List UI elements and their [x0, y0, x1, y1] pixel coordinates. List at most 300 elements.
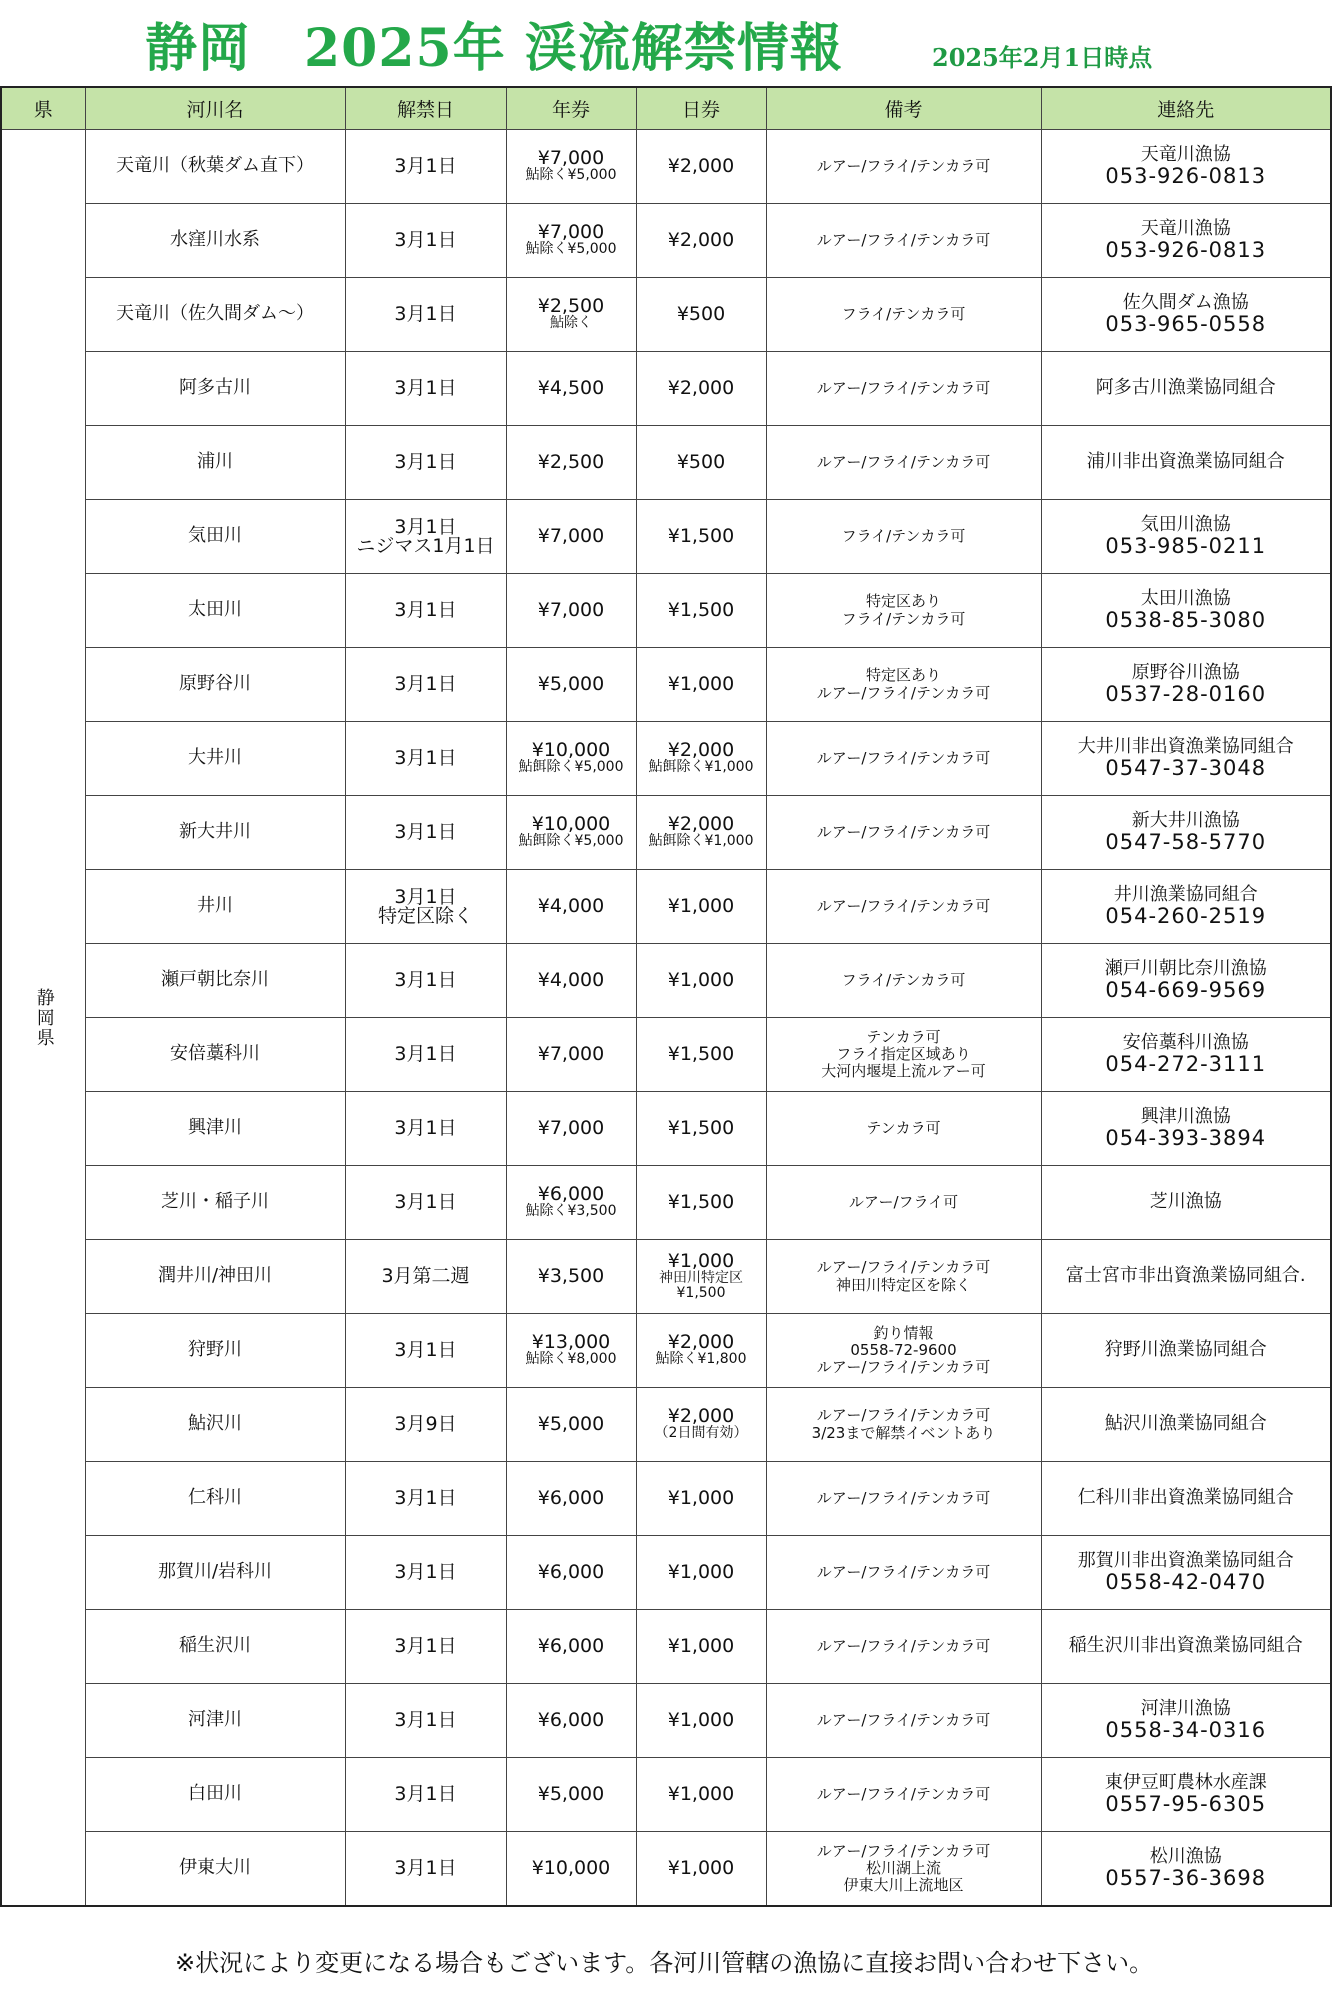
opening-date-cell [345, 426, 506, 500]
opening-date-line: 3月1日 [394, 451, 457, 473]
opening-date-cell [345, 1388, 506, 1462]
river-name-cell: 潤井川/神田川 [85, 1240, 345, 1314]
opening-date-cell [345, 870, 506, 944]
daily-price: ¥2,000 [667, 155, 735, 177]
annual-price: ¥10,000 [531, 739, 611, 762]
opening-date-line: 3月1日 [394, 1561, 457, 1583]
annual-ticket-cell [506, 500, 636, 574]
annual-price: ¥7,000 [537, 221, 605, 244]
column-header-daily-ticket: 日券 [636, 87, 766, 130]
contact-cell [1041, 1684, 1331, 1758]
contact-cell [1041, 796, 1331, 870]
table-row [1, 1832, 1331, 1907]
annual-ticket-cell [506, 574, 636, 648]
daily-ticket-cell [636, 426, 766, 500]
annual-price-note: 鮎餌除く¥5,000 [518, 833, 624, 850]
opening-date-line: 3月1日 [394, 821, 457, 843]
table-row [1, 1166, 1331, 1240]
daily-price: ¥1,000 [667, 1487, 735, 1509]
contact-name: 東伊豆町農林水産課 [1104, 1772, 1267, 1794]
opening-date-cell [345, 278, 506, 352]
daily-ticket-cell [636, 352, 766, 426]
notes-line: ルアー/フライ/テンカラ可 [816, 896, 991, 915]
contact-phone: 054-669-9569 [1105, 977, 1267, 1002]
river-name-cell: 仁科川 [85, 1462, 345, 1536]
river-name-cell: 瀬戸朝比奈川 [85, 944, 345, 1018]
table-row [1, 1684, 1331, 1758]
annual-ticket-cell [506, 944, 636, 1018]
opening-date-cell [345, 130, 506, 204]
notes-cell [766, 1240, 1041, 1314]
annual-price: ¥7,000 [537, 1043, 605, 1065]
notes-cell [766, 1462, 1041, 1536]
table-row [1, 1462, 1331, 1536]
table-row [1, 1018, 1331, 1092]
opening-date-line: 3月1日 [394, 515, 457, 538]
daily-price: ¥1,500 [667, 1043, 735, 1065]
opening-date-cell [345, 352, 506, 426]
notes-cell [766, 1536, 1041, 1610]
notes-line: 神田川特定区を除く [835, 1275, 971, 1294]
annual-price: ¥2,500 [537, 295, 605, 318]
contact-name: 大井川非出資漁業協同組合 [1077, 736, 1294, 758]
daily-price-note: 神田川特定区 ¥1,500 [659, 1269, 743, 1301]
contact-name: 瀬戸川朝比奈川漁協 [1104, 958, 1267, 980]
column-header-opening-date: 解禁日 [345, 87, 506, 130]
daily-ticket-cell [636, 1314, 766, 1388]
contact-name: 鮎沢川漁業協同組合 [1104, 1413, 1267, 1435]
daily-price-note: （2日間有効） [654, 1425, 748, 1442]
opening-date-cell [345, 1462, 506, 1536]
daily-price: ¥1,500 [667, 1191, 735, 1213]
notes-cell [766, 944, 1041, 1018]
annual-ticket-cell [506, 1684, 636, 1758]
notes-cell [766, 500, 1041, 574]
annual-price-note: 鮎除く [550, 315, 592, 332]
daily-ticket-cell [636, 944, 766, 1018]
river-name-cell: 太田川 [85, 574, 345, 648]
notes-cell [766, 1166, 1041, 1240]
annual-ticket-cell [506, 648, 636, 722]
annual-price: ¥7,000 [537, 525, 605, 547]
annual-ticket-cell [506, 722, 636, 796]
contact-cell [1041, 352, 1331, 426]
column-header-annual-ticket: 年券 [506, 87, 636, 130]
daily-price: ¥1,000 [667, 1561, 735, 1583]
contact-phone: 0547-37-3048 [1105, 755, 1267, 780]
annual-price: ¥7,000 [537, 1117, 605, 1139]
annual-price: ¥6,000 [537, 1709, 605, 1731]
opening-date-line: 3月1日 [394, 1191, 457, 1213]
notes-cell [766, 1684, 1041, 1758]
contact-cell [1041, 1166, 1331, 1240]
opening-date-line: 3月9日 [394, 1413, 457, 1435]
daily-ticket-cell [636, 204, 766, 278]
opening-date-line: 3月1日 [394, 1635, 457, 1657]
notes-line: フライ/テンカラ可 [841, 970, 966, 989]
contact-name: 天竜川漁協 [1140, 144, 1231, 166]
annual-price: ¥5,000 [537, 1783, 605, 1805]
opening-date-line: 3月1日 [394, 885, 457, 908]
daily-ticket-cell [636, 870, 766, 944]
table-row [1, 426, 1331, 500]
notes-line: ルアー/フライ/テンカラ可 [816, 1841, 991, 1860]
contact-cell [1041, 426, 1331, 500]
notes-line: ルアー/フライ/テンカラ可 [816, 230, 991, 249]
notes-line: ルアー/フライ可 [848, 1192, 959, 1211]
daily-price: ¥1,500 [667, 525, 735, 547]
contact-cell [1041, 1314, 1331, 1388]
daily-ticket-cell [636, 1758, 766, 1832]
river-name-cell: 新大井川 [85, 796, 345, 870]
opening-date-line: 3月1日 [394, 155, 457, 177]
annual-ticket-cell [506, 1462, 636, 1536]
river-opening-table [0, 86, 1332, 1907]
notes-line: 松川湖上流 [865, 1858, 941, 1877]
opening-date-cell [345, 1610, 506, 1684]
opening-date-line: 3月1日 [394, 303, 457, 325]
notes-line: テンカラ可 [866, 1118, 941, 1137]
contact-cell [1041, 574, 1331, 648]
annual-price: ¥4,500 [537, 377, 605, 399]
annual-price: ¥10,000 [531, 1857, 611, 1879]
annual-price: ¥3,500 [537, 1265, 605, 1287]
contact-cell [1041, 1758, 1331, 1832]
column-header-contact: 連絡先 [1041, 87, 1331, 130]
prefecture-cell: 静岡県 [1, 130, 85, 1907]
annual-price: ¥4,000 [537, 969, 605, 991]
annual-price: ¥6,000 [537, 1487, 605, 1509]
annual-price: ¥6,000 [537, 1635, 605, 1657]
contact-name: 佐久間ダム漁協 [1122, 292, 1249, 314]
table-row [1, 1610, 1331, 1684]
notes-cell [766, 1610, 1041, 1684]
notes-cell [766, 1092, 1041, 1166]
notes-line: フライ/テンカラ可 [841, 526, 966, 545]
contact-name: 天竜川漁協 [1140, 218, 1231, 240]
daily-price: ¥1,000 [667, 1249, 735, 1272]
opening-date-cell [345, 944, 506, 1018]
daily-ticket-cell [636, 1240, 766, 1314]
table-row [1, 796, 1331, 870]
daily-price: ¥2,000 [667, 229, 735, 251]
annual-ticket-cell [506, 204, 636, 278]
opening-date-line: 3月1日 [394, 969, 457, 991]
daily-price: ¥2,000 [667, 1331, 735, 1354]
contact-name: 狩野川漁業協同組合 [1104, 1339, 1267, 1361]
column-header-river: 河川名 [85, 87, 345, 130]
opening-date-cell [345, 1758, 506, 1832]
annual-ticket-cell [506, 1240, 636, 1314]
contact-name: 気田川漁協 [1140, 514, 1231, 536]
opening-date-cell [345, 1832, 506, 1907]
river-name-cell: 天竜川（秋葉ダム直下） [85, 130, 345, 204]
opening-date-line: ニジマス1月1日 [356, 534, 495, 557]
notes-line: フライ/テンカラ可 [841, 304, 966, 323]
table-row [1, 204, 1331, 278]
contact-phone: 0557-95-6305 [1105, 1791, 1267, 1816]
daily-price: ¥1,000 [667, 1857, 735, 1879]
notes-line: 大河内堰堤上流ルアー可 [821, 1062, 986, 1081]
opening-date-cell [345, 1018, 506, 1092]
notes-line: ルアー/フライ/テンカラ可 [816, 1358, 991, 1377]
annual-price: ¥7,000 [537, 147, 605, 170]
river-name-cell: 河津川 [85, 1684, 345, 1758]
notes-line: ルアー/フライ/テンカラ可 [816, 1406, 991, 1425]
notes-line: ルアー/フライ/テンカラ可 [816, 1562, 991, 1581]
table-row [1, 1388, 1331, 1462]
river-name-cell: 気田川 [85, 500, 345, 574]
as-of-date: 2025年2月1日時点 [932, 43, 1153, 72]
notes-cell [766, 1832, 1041, 1907]
table-row [1, 130, 1331, 204]
opening-date-line: 3月第二週 [381, 1265, 470, 1287]
annual-ticket-cell [506, 130, 636, 204]
contact-phone: 053-985-0211 [1105, 533, 1267, 558]
notes-cell [766, 1314, 1041, 1388]
daily-ticket-cell [636, 1166, 766, 1240]
daily-ticket-cell [636, 722, 766, 796]
contact-name: 河津川漁協 [1140, 1698, 1231, 1720]
notes-line: 特定区あり [865, 666, 941, 685]
opening-date-line: 3月1日 [394, 1709, 457, 1731]
daily-ticket-cell [636, 130, 766, 204]
notes-cell [766, 278, 1041, 352]
contact-phone: 053-926-0813 [1105, 163, 1267, 188]
river-name-cell: 天竜川（佐久間ダム～） [85, 278, 345, 352]
opening-date-cell [345, 722, 506, 796]
notes-cell [766, 1758, 1041, 1832]
annual-price-note: 鮎除く¥5,000 [525, 167, 617, 184]
opening-date-line: 3月1日 [394, 229, 457, 251]
opening-date-cell [345, 648, 506, 722]
annual-price: ¥10,000 [531, 813, 611, 836]
river-name-cell: 浦川 [85, 426, 345, 500]
contact-cell [1041, 1092, 1331, 1166]
contact-phone: 0537-28-0160 [1105, 681, 1267, 706]
contact-cell [1041, 1018, 1331, 1092]
table-row [1, 1758, 1331, 1832]
annual-price: ¥2,500 [537, 451, 605, 473]
contact-name: 那賀川非出資漁業協同組合 [1077, 1550, 1294, 1572]
annual-price: ¥5,000 [537, 673, 605, 695]
contact-cell [1041, 130, 1331, 204]
opening-date-cell [345, 1314, 506, 1388]
notes-cell [766, 1388, 1041, 1462]
contact-name: 松川漁協 [1149, 1846, 1222, 1868]
annual-ticket-cell [506, 1166, 636, 1240]
contact-cell [1041, 722, 1331, 796]
opening-date-line: 特定区除く [377, 904, 473, 927]
river-name-cell: 安倍藁科川 [85, 1018, 345, 1092]
daily-ticket-cell [636, 1684, 766, 1758]
daily-ticket-cell [636, 500, 766, 574]
daily-price: ¥1,500 [667, 599, 735, 621]
annual-ticket-cell [506, 1314, 636, 1388]
daily-price: ¥2,000 [667, 1405, 735, 1428]
notes-line: ルアー/フライ/テンカラ可 [816, 1784, 991, 1803]
opening-date-line: 3月1日 [394, 1043, 457, 1065]
table-row [1, 648, 1331, 722]
contact-cell [1041, 1240, 1331, 1314]
river-name-cell: 水窪川水系 [85, 204, 345, 278]
contact-name: 原野谷川漁協 [1131, 662, 1240, 684]
opening-date-line: 3月1日 [394, 1487, 457, 1509]
annual-ticket-cell [506, 278, 636, 352]
daily-ticket-cell [636, 1832, 766, 1907]
river-name-cell: 興津川 [85, 1092, 345, 1166]
contact-name: 安倍藁科川漁協 [1122, 1032, 1249, 1054]
annual-ticket-cell [506, 1018, 636, 1092]
table-row [1, 1314, 1331, 1388]
daily-ticket-cell [636, 1092, 766, 1166]
river-name-cell: 阿多古川 [85, 352, 345, 426]
notes-cell [766, 130, 1041, 204]
annual-price: ¥6,000 [537, 1183, 605, 1206]
contact-name: 芝川漁協 [1149, 1191, 1222, 1213]
opening-date-line: 3月1日 [394, 1783, 457, 1805]
daily-ticket-cell [636, 1462, 766, 1536]
contact-cell [1041, 500, 1331, 574]
contact-name: 阿多古川漁業協同組合 [1095, 377, 1276, 399]
page-title: 静岡 2025年 渓流解禁情報 [145, 18, 843, 79]
daily-price-note: 鮎除く¥1,800 [655, 1351, 747, 1368]
column-header-prefecture: 県 [1, 87, 85, 130]
river-name-cell: 芝川・稲子川 [85, 1166, 345, 1240]
notes-line: ルアー/フライ/テンカラ可 [816, 683, 991, 702]
opening-date-line: 3月1日 [394, 599, 457, 621]
opening-date-cell [345, 500, 506, 574]
opening-date-cell [345, 1536, 506, 1610]
annual-price-note: 鮎除く¥8,000 [525, 1351, 617, 1368]
table-row [1, 500, 1331, 574]
daily-ticket-cell [636, 1610, 766, 1684]
notes-line: ルアー/フライ/テンカラ可 [816, 1258, 991, 1277]
river-name-cell: 狩野川 [85, 1314, 345, 1388]
footer-note: ※状況により変更になる場合もございます。各河川管轄の漁協に直接お問い合わせ下さい。 [175, 1949, 1154, 1977]
daily-price: ¥1,000 [667, 673, 735, 695]
river-name-cell: 井川 [85, 870, 345, 944]
contact-name: 新大井川漁協 [1131, 810, 1240, 832]
contact-phone: 0557-36-3698 [1105, 1865, 1267, 1890]
contact-name: 太田川漁協 [1140, 588, 1231, 610]
notes-line: フライ指定区域あり [836, 1044, 971, 1063]
daily-price: ¥1,000 [667, 969, 735, 991]
annual-ticket-cell [506, 870, 636, 944]
opening-date-cell [345, 796, 506, 870]
column-header-notes: 備考 [766, 87, 1041, 130]
notes-line: ルアー/フライ/テンカラ可 [816, 452, 991, 471]
table-row [1, 944, 1331, 1018]
contact-cell [1041, 1832, 1331, 1907]
notes-cell [766, 204, 1041, 278]
contact-phone: 054-272-3111 [1105, 1051, 1267, 1076]
opening-date-cell [345, 1166, 506, 1240]
annual-ticket-cell [506, 1388, 636, 1462]
contact-cell [1041, 870, 1331, 944]
notes-line: ルアー/フライ/テンカラ可 [816, 1710, 991, 1729]
contact-name: 仁科川非出資漁業協同組合 [1077, 1487, 1294, 1509]
notes-line: ルアー/フライ/テンカラ可 [816, 378, 991, 397]
opening-date-cell [345, 1240, 506, 1314]
annual-ticket-cell [506, 796, 636, 870]
annual-price: ¥7,000 [537, 599, 605, 621]
notes-cell [766, 426, 1041, 500]
table-row [1, 870, 1331, 944]
notes-line: 釣り情報 [873, 1323, 934, 1342]
contact-phone: 054-393-3894 [1105, 1125, 1267, 1150]
river-name-cell: 鮎沢川 [85, 1388, 345, 1462]
opening-date-line: 3月1日 [394, 377, 457, 399]
daily-price: ¥1,000 [667, 895, 735, 917]
daily-ticket-cell [636, 648, 766, 722]
contact-name: 富士宮市非出資漁業協同組合. [1065, 1265, 1306, 1287]
daily-price-note: 鮎餌除く¥1,000 [648, 833, 754, 850]
daily-price: ¥500 [676, 303, 726, 325]
daily-ticket-cell [636, 1388, 766, 1462]
river-name-cell: 那賀川/岩科川 [85, 1536, 345, 1610]
annual-price: ¥6,000 [537, 1561, 605, 1583]
daily-ticket-cell [636, 796, 766, 870]
contact-cell [1041, 278, 1331, 352]
notes-line: ルアー/フライ/テンカラ可 [816, 822, 991, 841]
table-row [1, 722, 1331, 796]
table-row [1, 278, 1331, 352]
contact-name: 稲生沢川非出資漁業協同組合 [1068, 1635, 1303, 1657]
notes-cell [766, 574, 1041, 648]
contact-cell [1041, 204, 1331, 278]
daily-price-note: 鮎餌除く¥1,000 [648, 759, 754, 776]
contact-name: 浦川非出資漁業協同組合 [1086, 451, 1285, 473]
opening-date-line: 3月1日 [394, 1857, 457, 1879]
river-name-cell: 原野谷川 [85, 648, 345, 722]
annual-price-note: 鮎除く¥5,000 [525, 241, 617, 258]
notes-cell [766, 352, 1041, 426]
daily-ticket-cell [636, 574, 766, 648]
contact-cell [1041, 944, 1331, 1018]
opening-date-cell [345, 1684, 506, 1758]
river-name-cell: 伊東大川 [85, 1832, 345, 1907]
contact-phone: 053-965-0558 [1105, 311, 1267, 336]
daily-price: ¥2,000 [667, 813, 735, 836]
contact-cell [1041, 648, 1331, 722]
table-row [1, 574, 1331, 648]
daily-ticket-cell [636, 1018, 766, 1092]
notes-line: フライ/テンカラ可 [841, 609, 966, 628]
annual-price-note: 鮎除く¥3,500 [525, 1203, 617, 1220]
daily-ticket-cell [636, 1536, 766, 1610]
opening-date-line: 3月1日 [394, 747, 457, 769]
daily-price: ¥1,500 [667, 1117, 735, 1139]
contact-name: 興津川漁協 [1140, 1106, 1231, 1128]
annual-ticket-cell [506, 352, 636, 426]
annual-ticket-cell [506, 1758, 636, 1832]
notes-line: ルアー/フライ/テンカラ可 [816, 1488, 991, 1507]
annual-ticket-cell [506, 426, 636, 500]
notes-line: 伊東大川上流地区 [843, 1876, 964, 1895]
table-row [1, 1536, 1331, 1610]
notes-line: ルアー/フライ/テンカラ可 [816, 1636, 991, 1655]
notes-line: ルアー/フライ/テンカラ可 [816, 748, 991, 767]
notes-line: テンカラ可 [866, 1027, 941, 1046]
opening-date-cell [345, 574, 506, 648]
notes-line: 0558-72-9600 [850, 1340, 957, 1359]
page-header [0, 0, 1333, 86]
opening-date-cell [345, 204, 506, 278]
annual-ticket-cell [506, 1610, 636, 1684]
annual-price: ¥4,000 [537, 895, 605, 917]
table-header-row [1, 87, 1331, 130]
